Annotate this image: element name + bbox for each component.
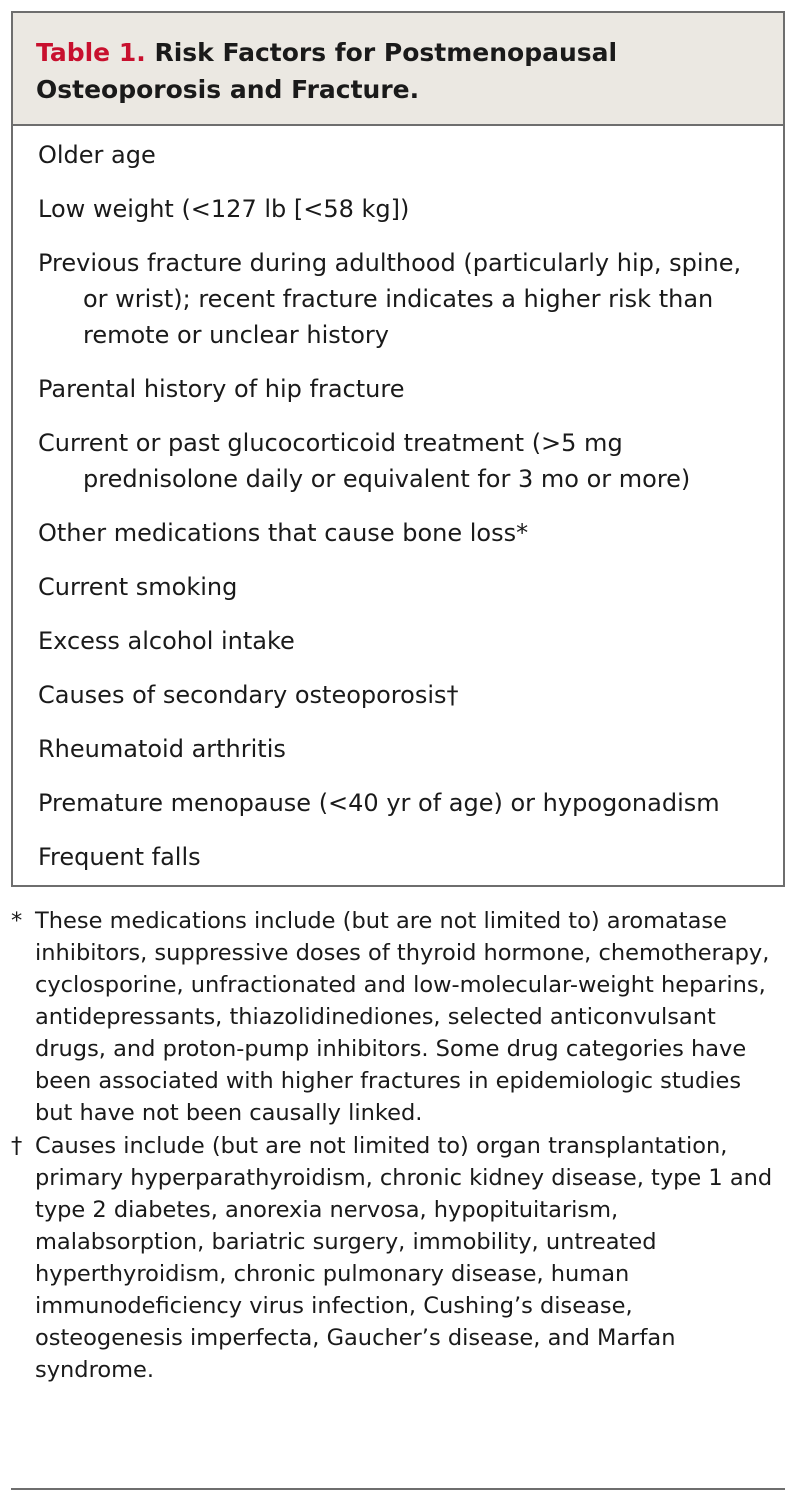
bottom-rule (11, 1488, 785, 1490)
risk-factor-list (38, 137, 765, 875)
footnote-medications-text: These medications include (but are not limited to) aromatase inhibitors, suppressive doses of thyroid hormone, chemotherapy, cyclosporine, unfractionated and low-molecular-weight heparins, antidepressants, thiazolidinediones, selected anticonvulsant drugs, and proton-pump inhibitors. Some drug categories have been associated with higher fractures in epidemiologic studies but have not been causally linked. (35, 908, 770, 1126)
risk-factor-parental-hip-fracture: Parental history of hip fracture (38, 375, 405, 403)
risk-factor-rheumatoid-arthritis: Rheumatoid arthritis (38, 735, 286, 763)
footnote-secondary-causes-text: Causes include (but are not limited to) organ transplantation, primary hyperparathyroidism, chronic kidney disease, type 1 and type 2 diabetes, anorexia nervosa, hypopituitarism, malabsorption, bariatric surgery, immobility, untreated hyperthyroidism, chronic pulmonary disease, human immunodeficiency virus infection, Cushing’s disease, osteogenesis imperfecta, Gaucher’s disease, and Marfan syndrome. (35, 1133, 773, 1383)
table-body (13, 126, 783, 885)
table-title-text: Risk Factors for Postmenopausal Osteoporosis and Fracture. (36, 38, 618, 104)
table-title (36, 34, 763, 108)
table-footnotes (11, 905, 785, 1387)
risk-factor-premature-menopause: Premature menopause (<40 yr of age) or hypogonadism (38, 789, 720, 817)
table-label: Table 1. (36, 38, 146, 67)
footnote-symbol-asterisk: * (11, 908, 23, 934)
footnote-secondary-causes (11, 1130, 785, 1386)
risk-factor-frequent-falls: Frequent falls (38, 843, 201, 871)
risk-factor-other-medications: Other medications that cause bone loss* (38, 519, 529, 547)
footnote-symbol-dagger: † (11, 1133, 23, 1159)
risk-factor-excess-alcohol: Excess alcohol intake (38, 627, 295, 655)
risk-factor-older-age: Older age (38, 141, 156, 169)
risk-factor-secondary-osteoporosis: Causes of secondary osteoporosis† (38, 681, 459, 709)
risk-factors-table (11, 11, 785, 887)
table-header (13, 13, 783, 126)
risk-factor-low-weight: Low weight (<127 lb [<58 kg]) (38, 195, 410, 223)
risk-factor-previous-fracture: Previous fracture during adulthood (particularly hip, spine, or wrist); recent fracture indicates a higher risk than remote or unclear history (38, 249, 742, 349)
risk-factor-current-smoking: Current smoking (38, 573, 238, 601)
risk-factor-glucocorticoid-treatment: Current or past glucocorticoid treatment (>5 mg prednisolone daily or equivalent for 3 mo or more) (38, 429, 691, 493)
footnote-medications (11, 905, 785, 1129)
